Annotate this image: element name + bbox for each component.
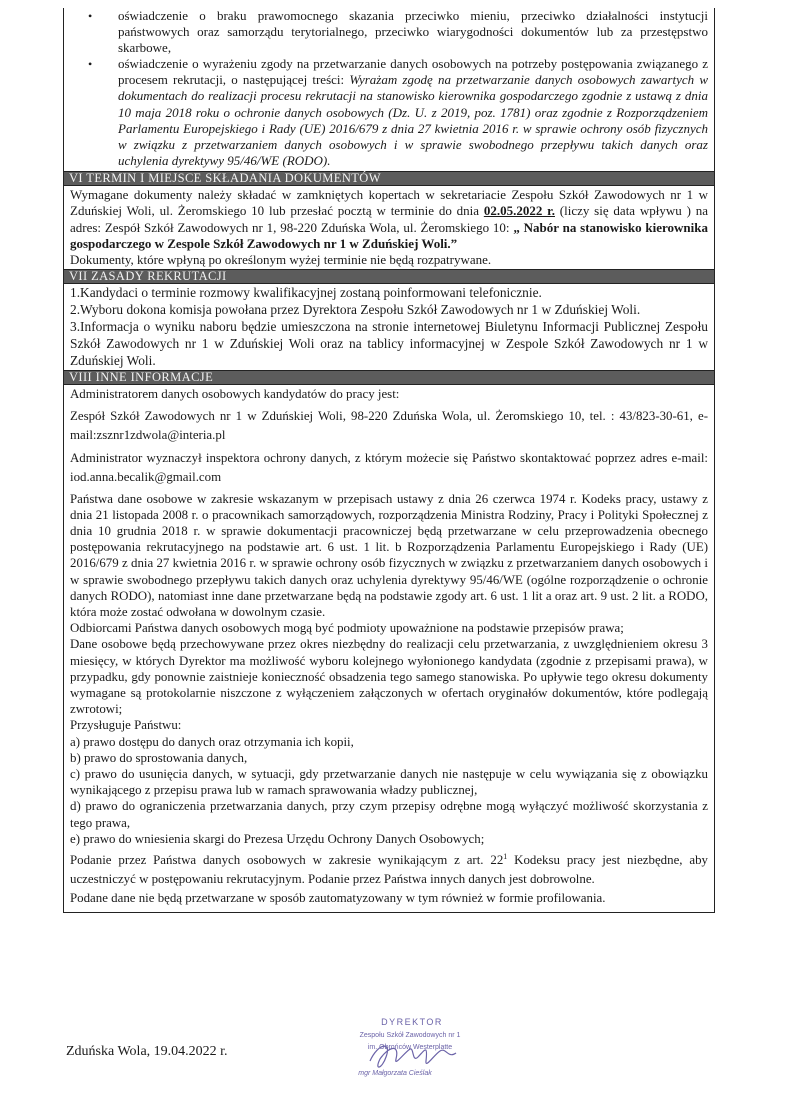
late-documents-note: Dokumenty, które wpłyną po określonym wyżej terminie nie będą rozpatrywane. <box>70 252 492 268</box>
section-heading-viii: VIII INNE INFORMACJE <box>64 370 714 385</box>
bullet-icon: • <box>88 9 93 23</box>
list-item: c) prawo do usunięcia danych, w sytuacji, gdy przetwarzanie danych nie następuje w celu wywiązania się z obowiązku wynikającego z przepisu prawa lub w ramach sprawowania władzy publicznej, <box>70 767 708 798</box>
legal-basis: Państwa dane osobowe w zakresie wskazanym w przepisach ustawy z dnia 26 czerwca 1974 r. Kodeks pracy, ustawy z dnia 21 listopada 2008 r. o pracownikach samorządowych, rozporządzenia Ministra Rodziny, Pracy i Polityki Społecznej z dnia 10 grudnia 2018 r. w sprawie dokumentacji pracowniczej będą przetwarzane w celu przeprowadzenia obecnego postępowania rekrutacyjnego na podstawie art. 6 ust. 1 lit. b Rozporządzenia Parlamentu Europejskiego i Rady (UE) 2016/679 z dnia 27 kwietnia 2016 r. w sprawie ochrony osób fizycznych w związku z przetwarzaniem danych osobowych i w sprawie swobodnego przepływu takich danych oraz uchylenia dyrektywy 95/46/WE (ogólne rozporządzenie o ochronie danych RODO), natomiast inne dane przetwarzane będą na podstawie zgody art. 6 ust. 1 lit a oraz art. 9 ust. 2 lit. a RODO, która może zostać odwołana w dowolnym czasie. <box>70 491 708 620</box>
place-and-date: Zduńska Wola, 19.04.2022 r. <box>66 1044 228 1059</box>
bullet-text: oświadczenie o wyrażeniu zgody na przetwarzanie danych osobowych na potrzeby postępowania związanego z procesem rekrutacji, o następującej treści: <box>118 56 708 88</box>
bullet-text: oświadczenie o braku prawomocnego skazania przeciwko mieniu, przeciwko działalności instytucji państwowych oraz samorządu terytorialnego, przeciwko wiarygodności dokumentów lub za przestępstwo skarbowe, <box>118 8 708 56</box>
retention: Dane osobowe będą przechowywane przez okres niezbędny do realizacji celu przetwarzania, z uwzględnieniem okresu 3 miesięcy, w których Dyrektor ma możliwość wyboru kolejnego wyłonionego kandydata (zgodnie z przepisami prawa), w przypadku, gdy ponownie zaistnieje konieczność obsadzenia tego samego stanowiska. Po upływie tego okresu dokumenty wymagane są protokolarnie niszczone z wyłączeniem załączonych w ofertach oryginałów dokumentów, które podlegają zwrotowi; <box>70 637 708 717</box>
list-item: 2.Wyboru dokona komisja powołana przez Dyrektora Zespołu Szkół Zawodowych nr 1 w Zduńskiej Woli. <box>70 302 641 318</box>
bullet-icon: • <box>88 57 93 72</box>
article-superscript: 1 <box>503 852 508 862</box>
list-item: a) prawo dostępu do danych oraz otrzymania ich kopii, <box>70 734 354 749</box>
stamp-name: mgr Małgorzata Cieślak <box>358 1070 432 1077</box>
automation-note: Podane dane nie będą przetwarzane w sposób zautomatyzowany w tym również w formie profilowania. <box>70 891 606 906</box>
required-documents-list <box>64 8 714 171</box>
list-item: 1.Kandydaci o terminie rozmowy kwalifikacyjnej zostaną poinformowani telefonicznie. <box>70 285 542 301</box>
stamp-patron: im. Obrońców Westerplatte <box>367 1044 453 1051</box>
inspector-info: Administrator wyznaczył inspektora ochrony danych, z którym możecie się Państwo skontaktować poprzez adres e-mail: iod.anna.becalik@gmail.com <box>70 450 708 484</box>
obligation-text-end: Kodeksu pracy jest niezbędne, aby uczestniczyć w postępowaniu rekrutacyjnym. Podanie przez Państwa innych danych jest dobrowolne. <box>70 853 708 887</box>
submission-paragraph <box>70 187 708 252</box>
section-vii-body <box>64 284 714 370</box>
stamp-title: DYREKTOR <box>381 1017 443 1027</box>
submission-text: Wymagane dokumenty należy składać w zamkniętych kopertach w sekretariacie Zespołu Szkół Zawodowych nr 1 w Zduńskiej Woli, ul. Żeromskiego 10 lub przesłać pocztą w terminie do dnia <box>70 186 708 219</box>
document-frame <box>63 8 715 913</box>
submission-address: (liczy się data wpływu ) na adres: Zespół Szkół Zawodowych nr 1, 98-220 Zduńska Wola, ul. Żeromskiego 10: <box>70 203 708 235</box>
section-heading-vi: VI TERMIN I MIEJSCE SKŁADANIA DOKUMENTÓW <box>64 171 714 186</box>
list-item <box>84 8 708 56</box>
list-item: d) prawo do ograniczenia przetwarzania danych, przy czym przepisy odrębne mogą wyłączyć możliwość skorzystania z tego prawa, <box>70 799 708 830</box>
rights-intro: Przysługuje Państwu: <box>70 718 182 733</box>
director-stamp-signature <box>300 1013 500 1083</box>
consent-clause: Wyrażam zgodę na przetwarzanie danych osobowych zawartych w dokumentach do realizacji procesu rekrutacji na stanowisko kierownika gospodarczego zgodnie z ustawą z dnia 10 maja 2018 roku o ochronie danych osobowych (Dz. U. z 2019, poz. 1781) oraz zgodnie z Rozporządzeniem Parlamentu Europejskiego i Rady (UE) 2016/679 z dnia 27 kwietnia 2016 r. w sprawie ochrony osób fizycznych w związku z przetwarzaniem danych osobowych i w sprawie swobodnego przepływu takich danych oraz uchylenia dyrektywy 95/46/WE (RODO). <box>118 72 708 168</box>
list-item: 3.Informacja o wyniku naboru będzie umieszczona na stronie internetowej Biuletynu Informacji Publicznej Zespołu Szkół Zawodowych nr 1 w Zduńskiej Woli oraz na tablicy informacyjnej w Zespole Szkół Zawodowych nr 1 w Zduńskiej Woli. <box>70 319 708 368</box>
admin-intro: Administratorem danych osobowych kandydatów do pracy jest: <box>70 387 400 402</box>
obligation-text: Podanie przez Państwa danych osobowych w zakresie wynikającym z art. 22 <box>70 853 504 868</box>
stamp-school: Zespołu Szkół Zawodowych nr 1 <box>359 1032 461 1039</box>
obligation-note <box>70 847 708 889</box>
recipients: Odbiorcami Państwa danych osobowych mogą być podmioty upoważnione na podstawie przepisów prawa; <box>70 621 624 636</box>
section-heading-vii: VII ZASADY REKRUTACJI <box>64 269 714 284</box>
section-vi-body <box>64 186 714 269</box>
list-item: b) prawo do sprostowania danych, <box>70 750 248 765</box>
deadline-date: 02.05.2022 r. <box>483 203 555 219</box>
list-item <box>84 56 708 169</box>
envelope-label: „ Nabór na stanowisko kierownika gospodarczego w Zespole Szkół Zawodowych nr 1 w Zduńskiej Woli.” <box>70 219 708 251</box>
section-viii-body <box>64 385 714 912</box>
admin-details: Zespół Szkół Zawodowych nr 1 w Zduńskiej Woli, 98-220 Zduńska Wola, ul. Żeromskiego 10, tel. : 43/823-30-61, e-mail:zsznr1zdwola@interia.pl <box>70 408 708 442</box>
list-item: e) prawo do wniesienia skargi do Prezesa Urzędu Ochrony Danych Osobowych; <box>70 831 485 846</box>
